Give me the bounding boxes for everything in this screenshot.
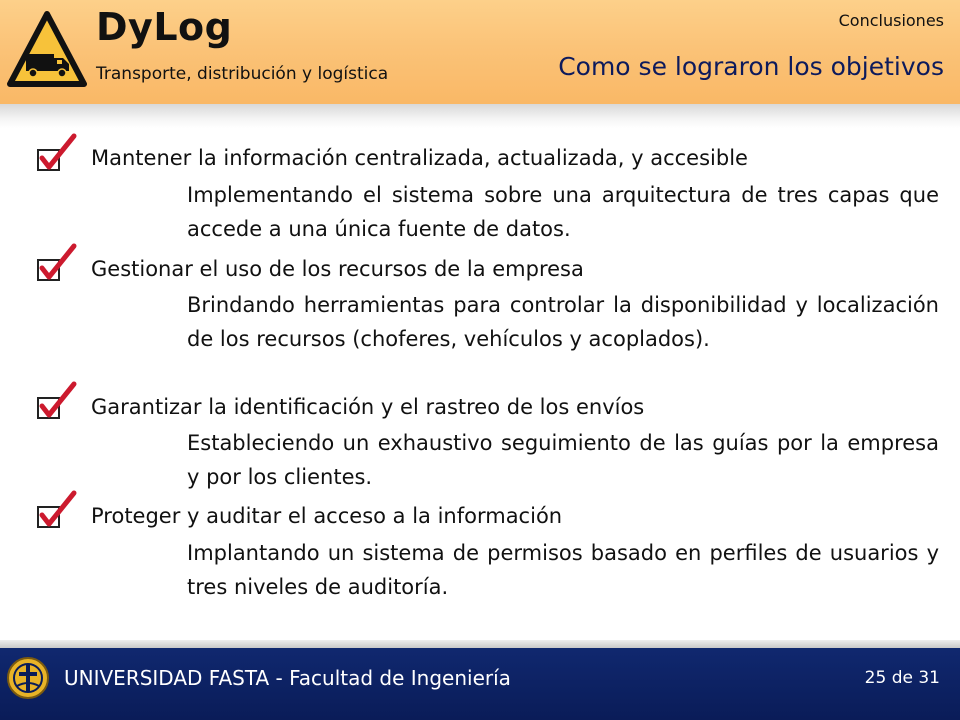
checkbox-checked-icon	[34, 132, 80, 178]
objective-title: Proteger y auditar el acceso a la información	[91, 504, 563, 528]
objective-detail: Implantando un sistema de permisos basado en perfiles de usuarios y tres niveles de auditoría.	[187, 541, 939, 599]
page-separator: de	[891, 668, 913, 688]
objective-detail: Implementando el sistema sobre una arquitectura de tres capas que accede a una única fuente de datos.	[187, 183, 939, 241]
objectives-list	[0, 128, 960, 638]
objective-detail: Brindando herramientas para controlar la disponibilidad y localización de los recursos (choferes, vehículos y acoplados).	[187, 293, 939, 351]
checkbox-checked-icon	[34, 380, 80, 426]
university-seal-icon	[6, 656, 50, 700]
objective-detail: Estableciendo un exhaustivo seguimiento de las guías por la empresa y por los clientes.	[187, 431, 939, 489]
institution-name: UNIVERSIDAD FASTA - Facultad de Ingeniería	[64, 666, 511, 690]
page-total: 31	[918, 668, 940, 688]
objective-title: Garantizar la identificación y el rastreo de los envíos	[91, 395, 645, 419]
objective-title: Mantener la información centralizada, actualizada, y accesible	[91, 146, 748, 170]
header-divider	[0, 104, 960, 128]
footer-divider	[0, 640, 960, 648]
page-current: 25	[864, 668, 887, 688]
objective-title: Gestionar el uso de los recursos de la empresa	[91, 257, 584, 281]
truck-warning-sign-icon	[6, 10, 88, 90]
checkbox-checked-icon	[34, 489, 80, 535]
page-indicator	[865, 668, 940, 688]
slide-header	[0, 0, 960, 104]
section-label: Conclusiones	[838, 11, 944, 30]
slide-footer	[0, 648, 960, 720]
slide-title: Como se lograron los objetivos	[558, 52, 944, 81]
brand-name: DyLog	[96, 5, 233, 49]
checkbox-checked-icon	[34, 242, 80, 288]
brand-tagline: Transporte, distribución y logística	[96, 64, 389, 84]
